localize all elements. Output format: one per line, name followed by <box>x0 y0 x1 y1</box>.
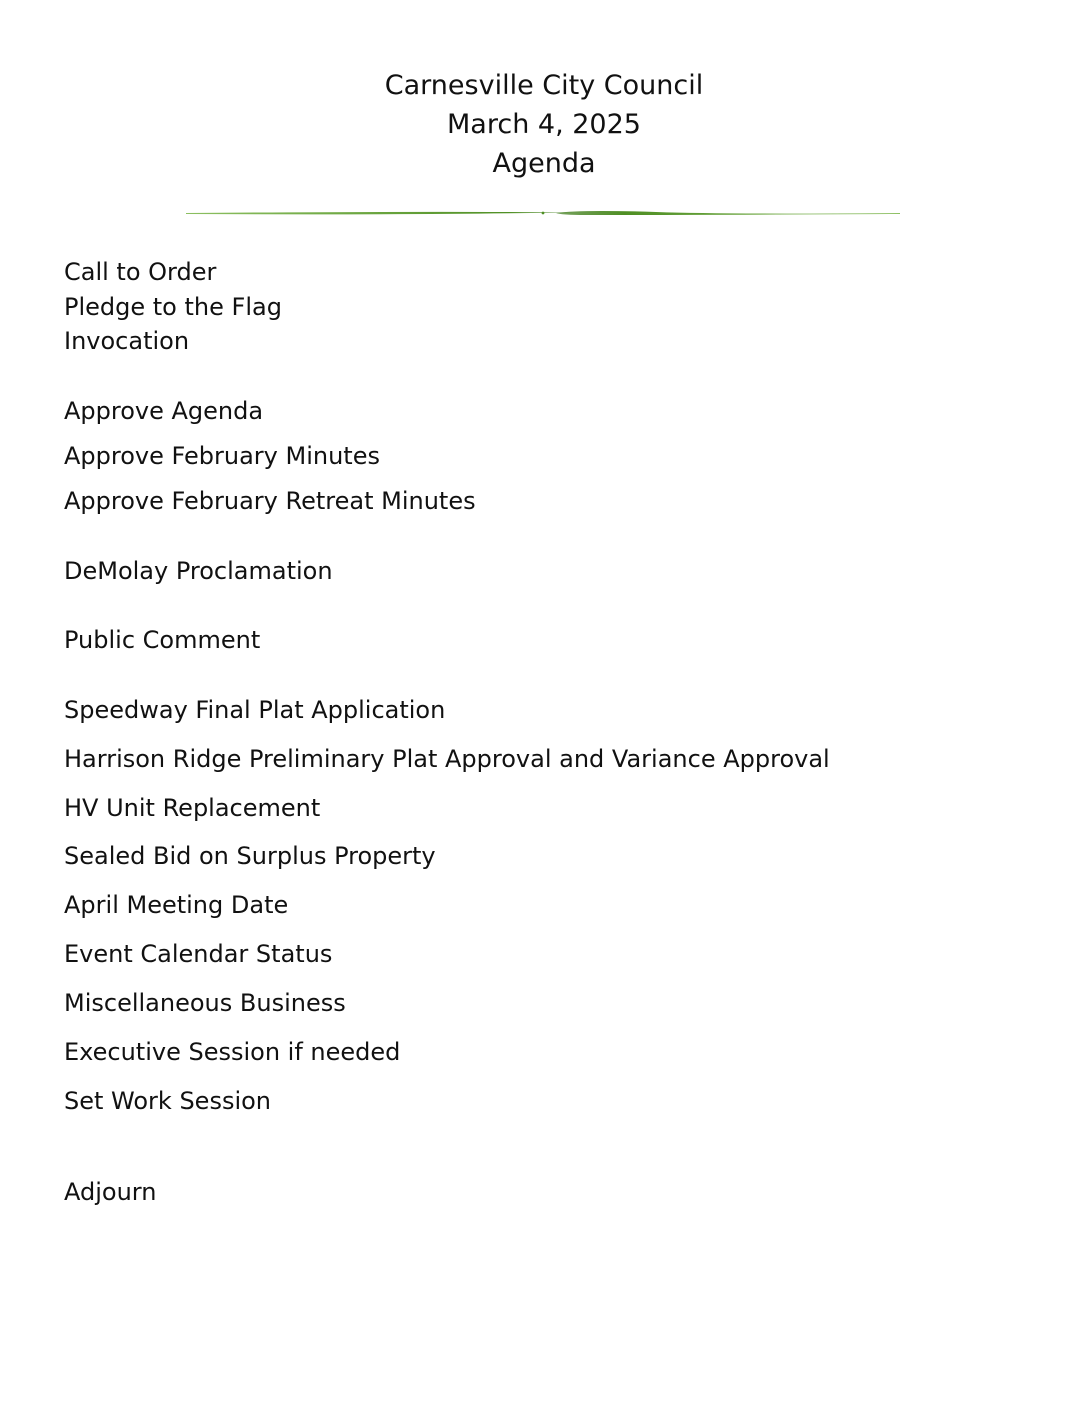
decorative-divider <box>186 206 900 220</box>
agenda-item-work-session: Set Work Session <box>64 1087 272 1115</box>
agenda-item-approve-retreat-minutes: Approve February Retreat Minutes <box>64 487 476 515</box>
divider-right-stroke <box>556 211 900 215</box>
agenda-item-invocation: Invocation <box>64 327 190 355</box>
agenda-item-proclamation: DeMolay Proclamation <box>64 557 333 585</box>
agenda-item-harrison-ridge: Harrison Ridge Preliminary Plat Approval and Variance Approval <box>64 745 830 773</box>
agenda-item-pledge: Pledge to the Flag <box>64 293 282 321</box>
agenda-item-hv-unit: HV Unit Replacement <box>64 794 321 822</box>
agenda-item-event-calendar: Event Calendar Status <box>64 940 333 968</box>
agenda-item-misc-business: Miscellaneous Business <box>64 989 346 1017</box>
divider-left-stroke <box>186 212 573 214</box>
agenda-item-call-to-order: Call to Order <box>64 258 217 286</box>
agenda-header <box>0 66 1088 183</box>
divider-center-dot <box>542 212 545 215</box>
agenda-item-approve-agenda: Approve Agenda <box>64 397 264 425</box>
agenda-item-speedway-plat: Speedway Final Plat Application <box>64 696 446 724</box>
agenda-item-adjourn: Adjourn <box>64 1178 157 1206</box>
agenda-item-executive-session: Executive Session if needed <box>64 1038 401 1066</box>
agenda-item-sealed-bid: Sealed Bid on Surplus Property <box>64 842 436 870</box>
agenda-item-april-meeting: April Meeting Date <box>64 891 289 919</box>
agenda-item-approve-minutes: Approve February Minutes <box>64 442 380 470</box>
meeting-date: March 4, 2025 <box>447 109 641 140</box>
page-title: Agenda <box>492 148 596 179</box>
agenda-item-public-comment: Public Comment <box>64 626 261 654</box>
council-title: Carnesville City Council <box>384 70 704 101</box>
